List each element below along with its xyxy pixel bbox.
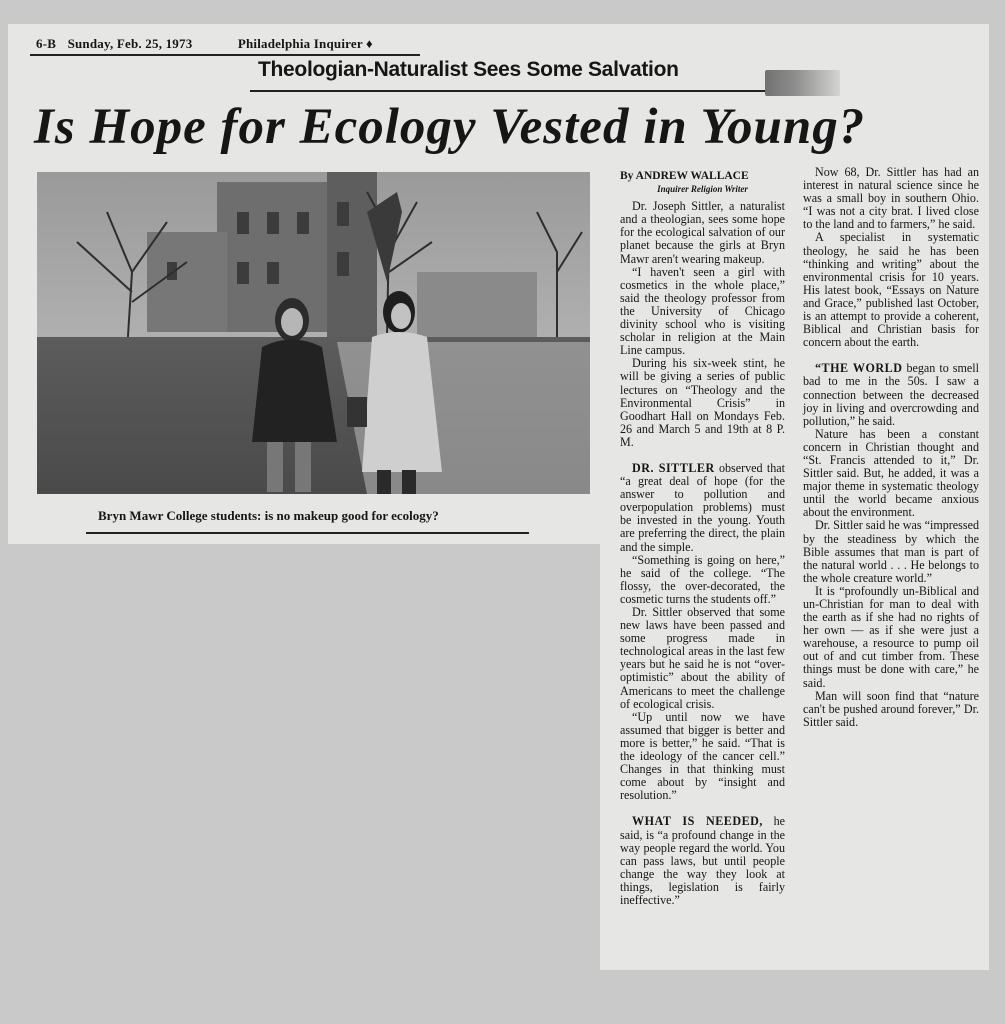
lead-in: “THE WORLD — [815, 361, 903, 376]
paragraph: “Up until now we have assumed that bigger is better and more is better,” he said. “That is the ideology of the cancer cell.” Changes in that thinking must come about by “insight and resolution.” — [620, 709, 785, 803]
paragraph: “Something is going on here,” he said of the college. “The flossy, the over-decorated, the cosmetic turns the students off.” — [620, 552, 785, 606]
paragraph: Now 68, Dr. Sittler has had an interest in natural science since he was a small boy in southern Ohio. “I was not a city brat. I lived close to the land and to farmers,” he said. — [803, 165, 979, 232]
lead-in: DR. SITTLER — [632, 460, 715, 475]
issue-date: Sunday, Feb. 25, 1973 — [67, 36, 193, 51]
article-column-1 — [620, 170, 785, 907]
ornament-icon: ♦ — [366, 36, 373, 51]
lead-in: WHAT IS NEEDED, — [632, 814, 763, 829]
paragraph: Man will soon find that “nature can't be pushed around forever,” Dr. Sittler said. — [803, 688, 979, 729]
folio-line — [36, 36, 373, 52]
paragraph: Dr. Sittler said he was “impressed by the steadiness by which the Bible assumes that man is part of the natural world . . . He belongs to the whole creature world.” — [803, 518, 979, 585]
newspaper-name: Philadelphia Inquirer — [237, 36, 363, 51]
article-column-2 — [803, 166, 979, 729]
paragraph: Dr. Sittler observed that some new laws have been passed and some progress made in technological areas in the last few years but he said he is not “over-optimistic” about the ability of Americans to meet the challenge of ecological crisis. — [620, 605, 785, 711]
folio-rule — [30, 54, 420, 56]
paragraph: WHAT IS NEEDED, he said, is “a profound change in the way people regard the world. You can pass laws, but until people change the way they look at things, legislation is fairly ineffective.” — [620, 814, 785, 907]
print-smudge — [765, 70, 840, 96]
paragraph: “THE WORLD began to smell bad to me in the 50s. I saw a connection between the decreased joy in living and overcrowding and pollution,” he said. — [803, 361, 979, 428]
paragraph: “I haven't seen a girl with cosmetics in the whole place,” said the theology professor from the University of Chicago divinity school who is visiting scholar in religion at the Main Line campus. — [620, 264, 785, 358]
paragraph: Dr. Joseph Sittler, a naturalist and a theologian, sees some hope for the ecological salvation of our planet because the girls at Bryn Mawr aren't wearing makeup. — [620, 199, 785, 266]
paragraph: DR. SITTLER observed that “a great deal of hope (for the answer to pollution and overpopulation problems) must be invested in the young. Youth are preferring the direct, the plain and the simple. — [620, 460, 785, 554]
paragraph: Nature has been a constant concern in Christian thought and “St. Francis attended to it,” Dr. Sittler said. But, he added, it was a major theme in systematic theology until the world became anxious about the environment. — [803, 426, 979, 520]
kicker-rule — [250, 90, 765, 92]
main-headline: Is Hope for Ecology Vested in Young? — [34, 99, 866, 155]
photo-caption: Bryn Mawr College students: is no makeup good for ecology? — [98, 508, 439, 523]
paragraph: It is “profoundly un-Biblical and un-Christian for man to deal with the earth as if she had no rights of her own — as if she were just a warehouse, a resource to pump oil out of and cut timber from. These things must be done with care,” he said. — [803, 583, 979, 690]
byline-role: Inquirer Religion Writer — [657, 184, 748, 195]
byline: By ANDREW WALLACE — [620, 170, 749, 182]
paragraph: During his six-week stint, he will be giving a series of public lectures on “Theology and the Environmental Crisis” in Goodhart Hall on Mondays Feb. 26 and March 5 and 19th at 8 P. M. — [620, 356, 785, 449]
paragraph: A specialist in systematic theology, he said he has been “thinking and writing” about the environmental crisis for 10 years. His latest book, “Essays on Nature and Grace,” published last October, is an attempt to provide a coherent, Biblical and Christian basis for concern about the earth. — [803, 230, 979, 350]
news-photo — [37, 172, 590, 494]
caption-rule — [86, 532, 529, 534]
page-number: 6-B — [36, 36, 57, 51]
kicker-headline: Theologian-Naturalist Sees Some Salvation — [258, 58, 679, 81]
